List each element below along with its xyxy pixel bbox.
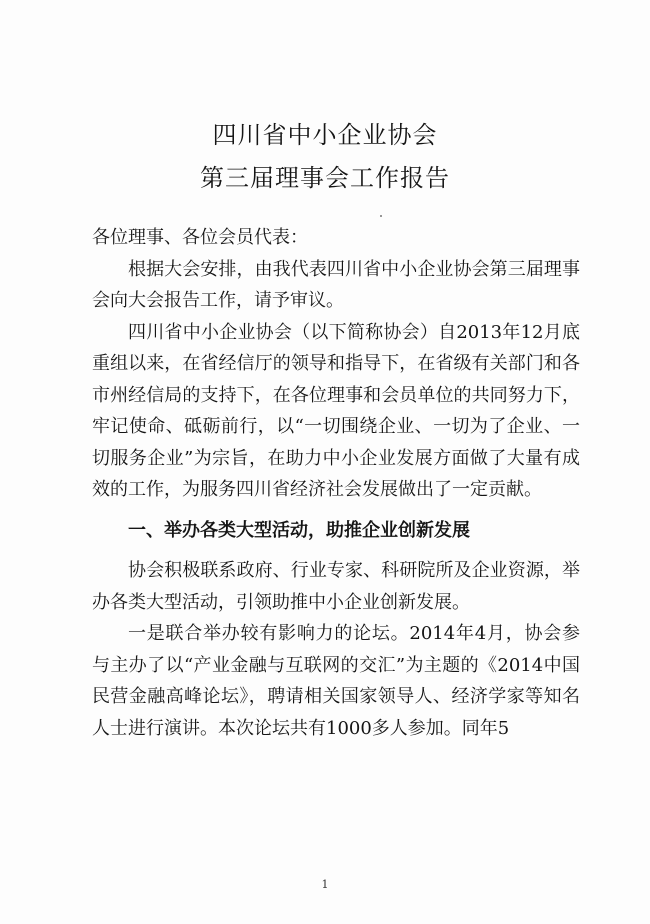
- salutation: 各位理事、各位会员代表：: [92, 227, 308, 248]
- document-title-line-1: 四川省中小企业协会: [212, 121, 438, 149]
- paragraph: 四川省中小企业协会（以下简称协会）自2013年12月底重组以来，在省经信厅的领导和指导下，在省级有关部门和各市州经信局的支持下，在各位理事和会员单位的共同努力下，牢记使命、砥砺前行，以“一切围绕企业、一切为了企业、一切服务企业”为宗旨，在助力中小企业发展方面做了大量有成效的工作，为服务四川省经济社会发展做出了一定贡献。: [92, 321, 580, 500]
- document-title-line-2: 第三届理事会工作报告: [200, 164, 450, 192]
- document-body: [92, 222, 580, 744]
- section-heading: 一、举办各类大型活动，助推企业创新发展: [128, 519, 470, 541]
- paragraph: 协会积极联系政府、行业专家、科研院所及企业资源，举办各类大型活动，引领助推中小企业创新发展。: [92, 560, 580, 613]
- paragraph: 根据大会安排，由我代表四川省中小企业协会第三届理事会向大会报告工作，请予审议。: [92, 258, 580, 311]
- paragraph: 一是联合举办较有影响力的论坛。2014年4月，协会参与主办了以“产业金融与互联网的交汇”为主题的《2014中国民营金融高峰论坛》，聘请相关国家领导人、经济学家等知名人士进行演讲。本次论坛共有1000多人参加。同年5: [92, 623, 580, 739]
- page-number: 1: [321, 878, 329, 891]
- scan-speck: [380, 215, 382, 217]
